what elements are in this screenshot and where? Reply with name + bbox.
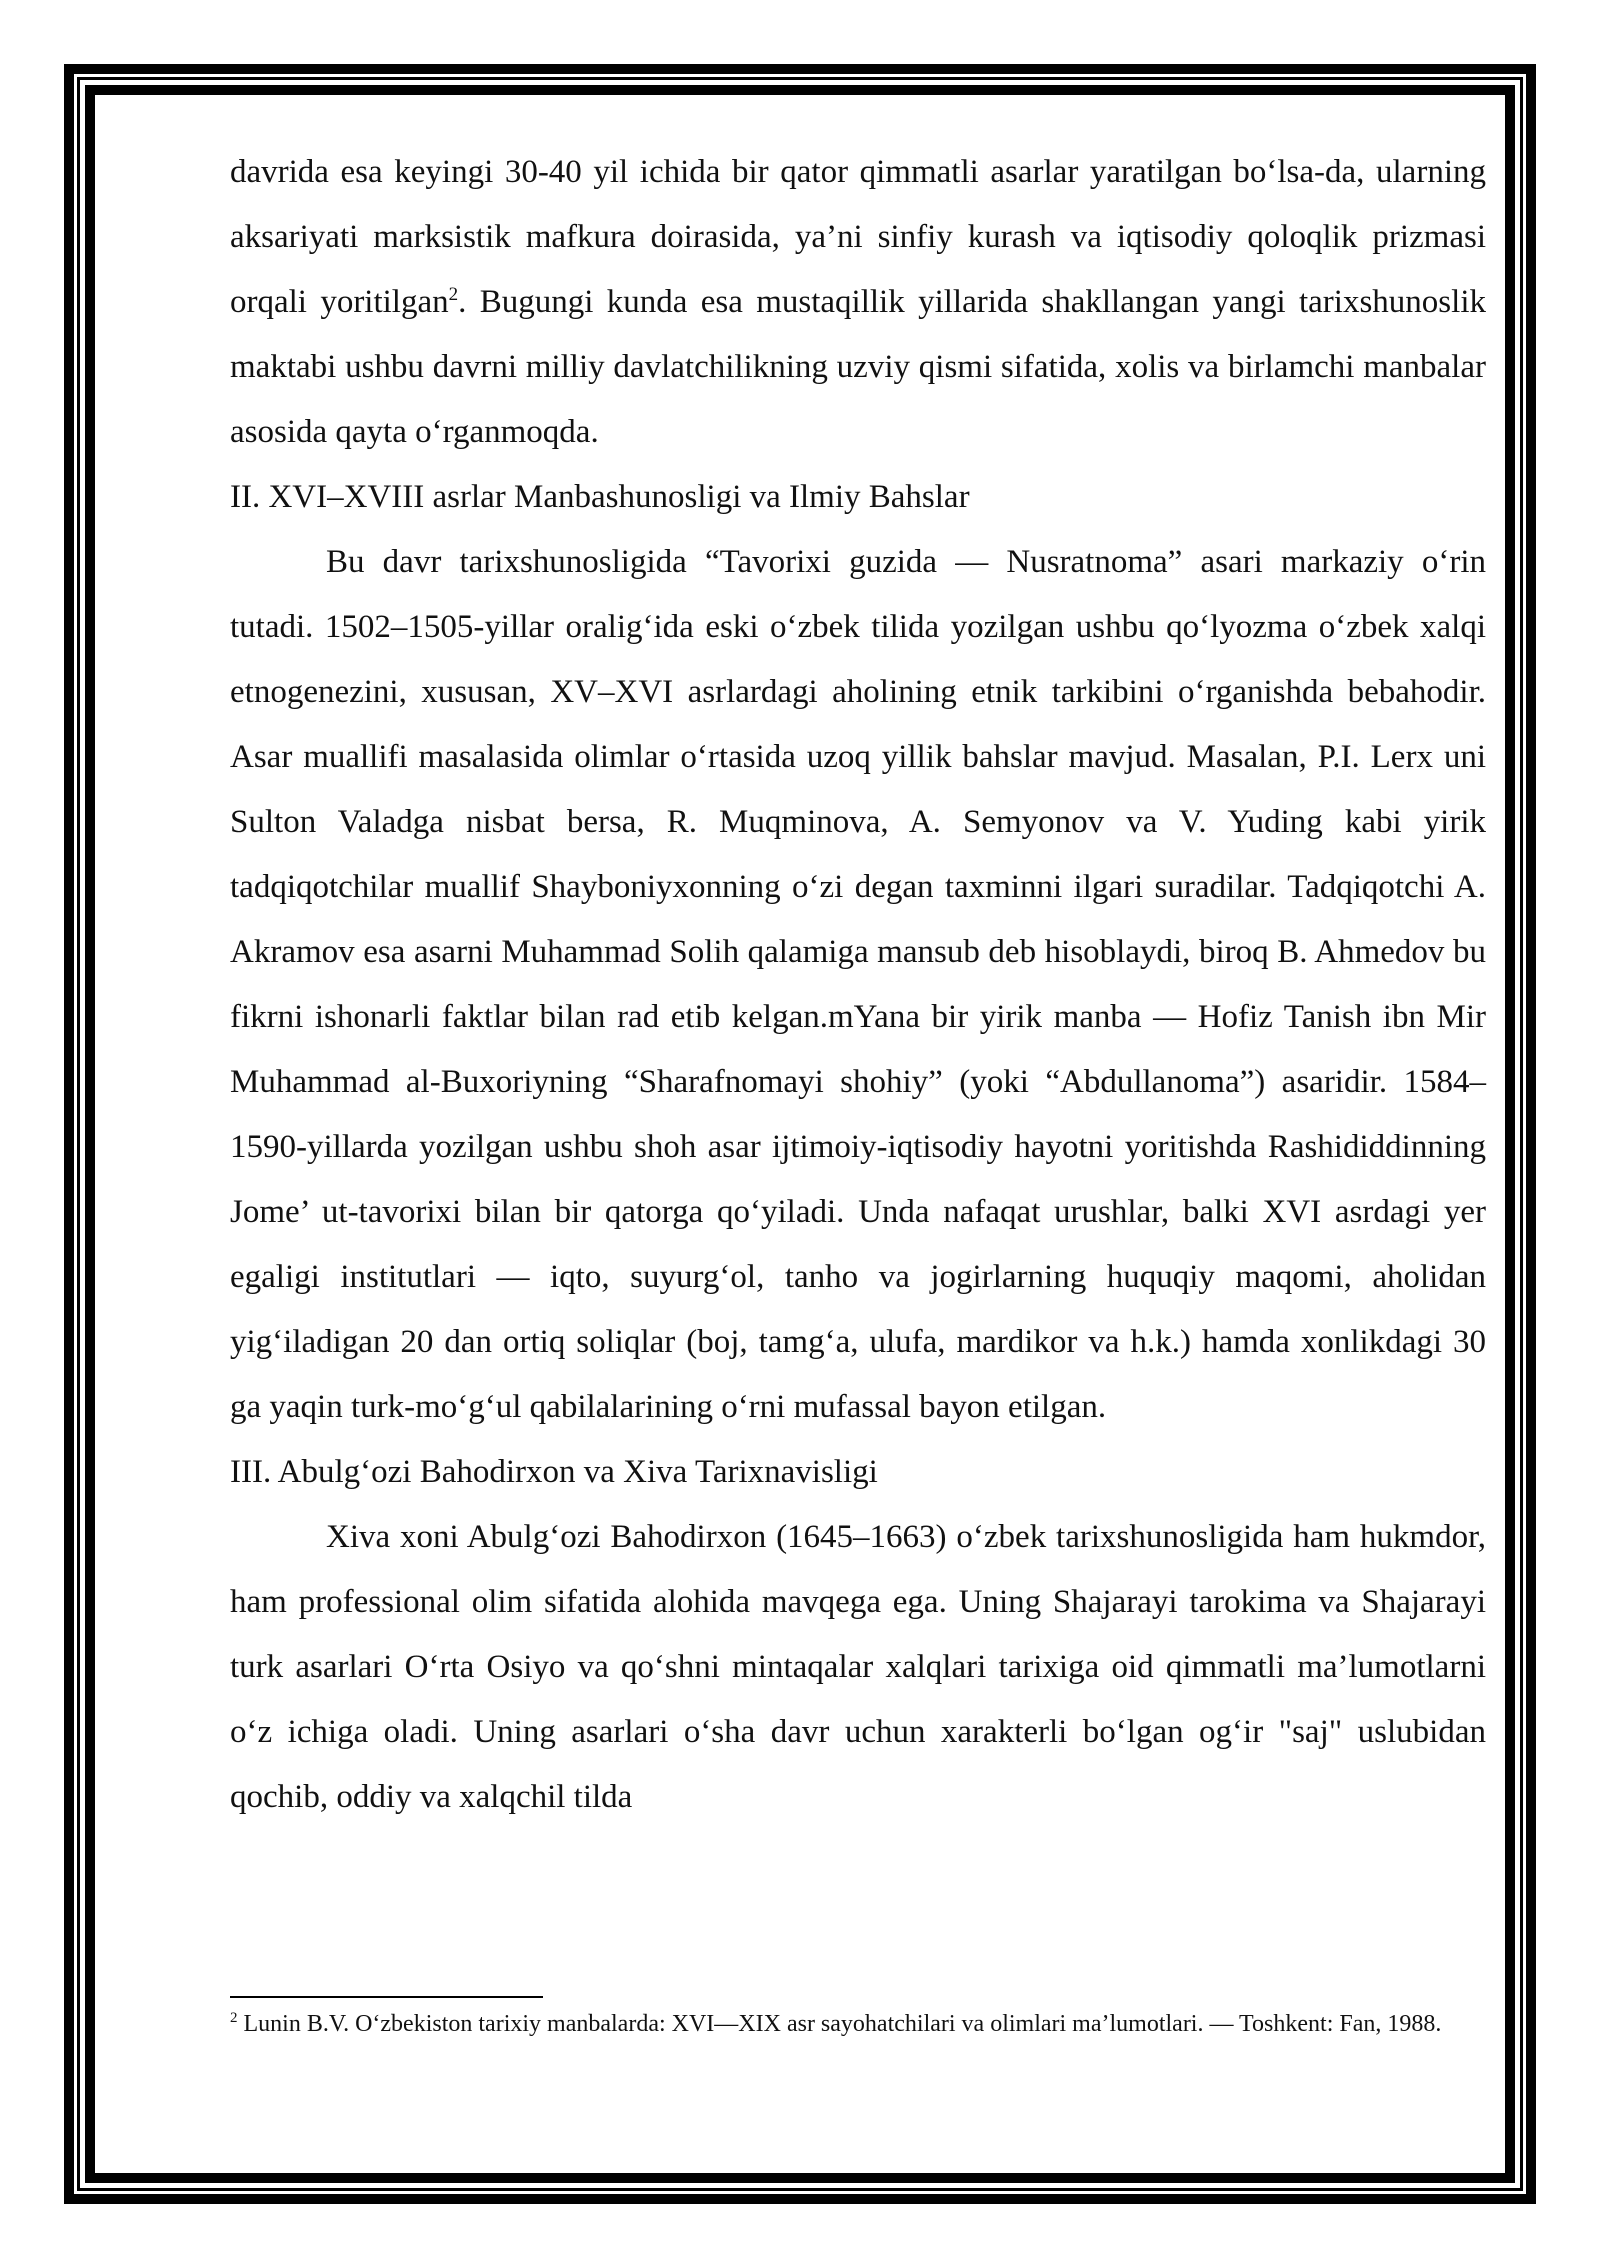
- footnote-text: Lunin B.V. O‘zbekiston tarixiy manbalarda: XVI—XIX asr sayohatchilari va olimlari ma’lumotlari. — Toshkent: Fan, 1988.: [237, 2011, 1442, 2037]
- document-body: [230, 140, 1486, 1830]
- footnote: [230, 2006, 1486, 2042]
- footnote-separator: [230, 1996, 543, 1998]
- section-heading-3: III. Abulg‘ozi Bahodirxon va Xiva Tarixnavisligi: [230, 1454, 878, 1490]
- paragraph-intro-tail: . Bugungi kunda esa mustaqillik yillarida shakllangan yangi tarixshunoslik maktabi ushbu davrni milliy davlatchilikning uzviy qismi sifatida, xolis va birlamchi manbalar asosida qayta o‘rganmoqda.: [230, 284, 1486, 450]
- paragraph-intro-text: davrida esa keyingi 30-40 yil ichida bir qator qimmatli asarlar yaratilgan bo‘lsa-da, ularning aksariyati marksistik mafkura doirasida, ya’ni sinfiy kurash va iqtisodiy qoloqlik prizmasi orqali yoritilgan: [230, 154, 1486, 320]
- paragraph-section-2: Bu davr tarixshunosligida “Tavorixi guzida — Nusratnoma” asari markaziy o‘rin tutadi. 1502–1505-yillar oralig‘ida eski o‘zbek tilida yozilgan ushbu qo‘lyozma o‘zbek xalqi etnogenezini, xususan, XV–XVI asrlardagi aholining etnik tarkibini o‘rganishda bebahodir. Asar muallifi masalasida olimlar o‘rtasida uzoq yillik bahslar mavjud. Masalan, P.I. Lerx uni Sulton Valadga nisbat bersa, R. Muqminova, A. Semyonov va V. Yuding kabi yirik tadqiqotchilar muallif Shayboniyxonning o‘zi degan taxminni ilgari suradilar. Tadqiqotchi A. Akramov esa asarni Muhammad Solih qalamiga mansub deb hisoblaydi, biroq B. Ahmedov bu fikrni ishonarli faktlar bilan rad etib kelgan.mYana bir yirik manba — Hofiz Tanish ibn Mir Muhammad al-Buxoriyning “Sharafnomayi shohiy” (yoki “Abdullanoma”) asaridir. 1584–1590-yillarda yozilgan ushbu shoh asar ijtimoiy-iqtisodiy hayotni yoritishda Rashididdinning Jome’ ut-tavorixi bilan bir qatorga qo‘yiladi. Unda nafaqat urushlar, balki XVI asrdagi yer egaligi institutlari — iqto, suyurg‘ol, tanho va jogirlarning huquqiy maqomi, aholidan yig‘iladigan 20 dan ortiq soliqlar (boj, tamg‘a, ulufa, mardikor va h.k.) hamda xonlikdagi 30 ga yaqin turk-mo‘g‘ul qabilalarining o‘rni mufassal bayon etilgan.: [230, 544, 1486, 1425]
- footnote-reference[interactable]: 2: [448, 284, 459, 305]
- paragraph-intro: [230, 140, 1486, 465]
- paragraph-section-3: Xiva xoni Abulg‘ozi Bahodirxon (1645–1663) o‘zbek tarixshunosligida ham hukmdor, ham professional olim sifatida alohida mavqega ega. Uning Shajarayi tarokima va Shajarayi turk asarlari O‘rta Osiyo va qo‘shni mintaqalar xalqlari tarixiga oid qimmatli ma’lumotlarni o‘z ichiga oladi. Uning asarlari o‘sha davr uchun xarakterli bo‘lgan og‘ir "saj" uslubidan qochib, oddiy va xalqchil tilda: [230, 1519, 1486, 1815]
- section-heading-2: II. XVI–XVIII asrlar Manbashunosligi va Ilmiy Bahslar: [230, 479, 970, 515]
- footnote-number: 2: [230, 2010, 238, 2026]
